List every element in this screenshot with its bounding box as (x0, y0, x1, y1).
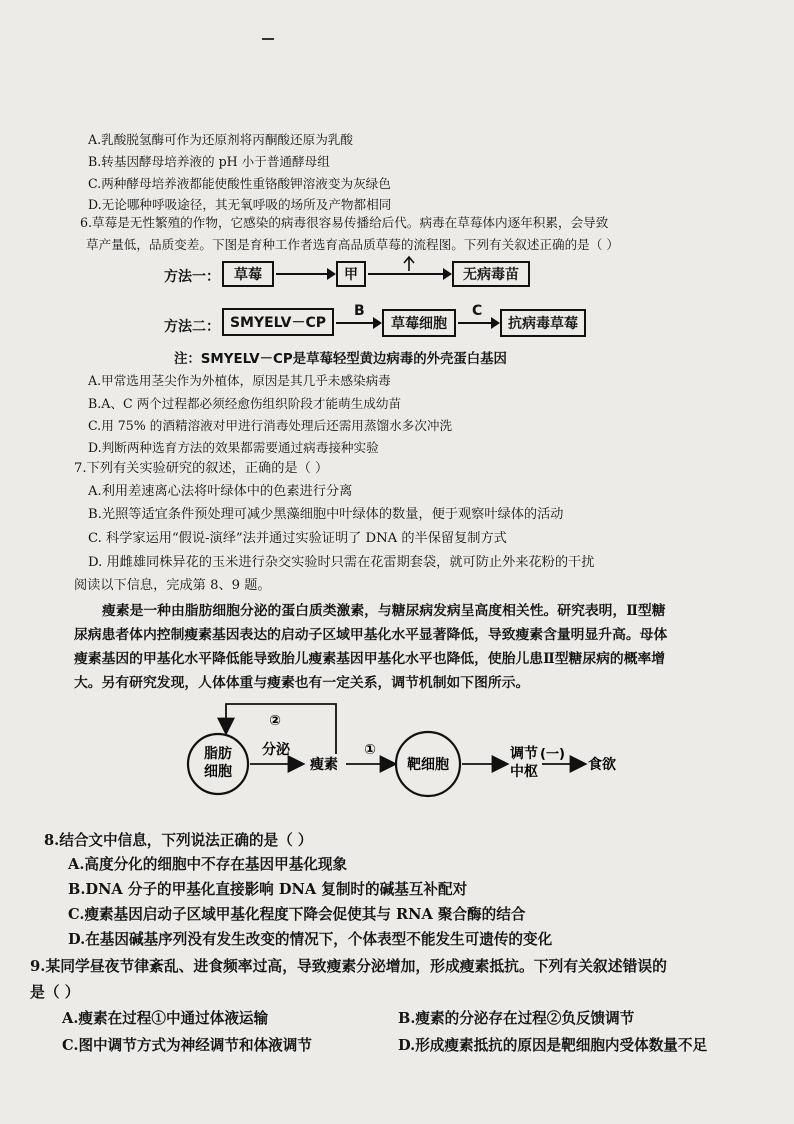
q6-option-c: C.用 75% 的酒精溶液对甲进行消毒处理后还需用蒸馏水多次冲洗 (88, 418, 453, 433)
leptin-label: 瘦素 (310, 757, 338, 773)
q6-option-d: D.判断两种选育方法的效果都需要通过病毒接种实验 (88, 440, 379, 455)
secrete-label: 分泌 (262, 742, 290, 758)
center-label-2: 中枢 (510, 764, 538, 780)
method2-box-cell: 草莓细胞 (382, 309, 456, 337)
q9-option-a: A.瘦素在过程①中通过体液运输 (62, 1010, 269, 1027)
center-paren: (一) (540, 747, 565, 762)
passage-line-1: 瘦素是一种由脂肪细胞分泌的蛋白质类激素，与糖尿病发病呈高度相关性。研究表明，Ⅱ型糖 (102, 603, 666, 619)
method2-arrow-2 (458, 322, 498, 324)
method1-box-virus-free: 无病毒苗 (452, 261, 530, 287)
q7-option-c: C. 科学家运用“假说-演绎”法并通过实验证明了 DNA 的半保留复制方式 (88, 531, 507, 546)
q9-option-c: C.图中调节方式为神经调节和体液调节 (62, 1037, 312, 1054)
flowchart-note: 注：SMYELV－CP是草莓轻型黄边病毒的外壳蛋白基因 (174, 352, 507, 367)
regulation-diagram (180, 694, 640, 824)
q6-option-a: A.甲常选用茎尖作为外植体，原因是其几乎未感染病毒 (88, 373, 391, 388)
method1-arrow-up-mark (400, 254, 418, 272)
q5-option-d: D.无论哪种呼吸途径，其无氧呼吸的场所及产物都相同 (88, 197, 392, 212)
target-cell-label: 靶细胞 (407, 757, 449, 773)
fat-cell-label-2: 细胞 (204, 764, 232, 780)
q7-option-a: A.利用差速离心法将叶绿体中的色素进行分离 (88, 484, 353, 499)
scan-mark (262, 38, 274, 40)
q5-option-b: B.转基因酵母培养液的 pH 小于普通酵母组 (88, 154, 330, 169)
passage-line-3: 瘦素基因的甲基化水平降低能导致胎儿瘦素基因甲基化水平也降低，使胎儿患Ⅱ型糖尿病的概率增 (74, 651, 666, 667)
method1-label: 方法一： (164, 269, 220, 285)
q9-stem-line2: 是（ ） (30, 984, 80, 1001)
q9-stem-line1: 9.某同学昼夜节律紊乱、进食频率过高，导致瘦素分泌增加，形成瘦素抵抗。下列有关叙述错误的 (30, 958, 667, 975)
q5-option-c: C.两种酵母培养液都能使酸性重铬酸钾溶液变为灰绿色 (88, 176, 391, 191)
q7-stem: 7.下列有关实验研究的叙述，正确的是（ ） (74, 461, 329, 476)
q5-option-a: A.乳酸脱氢酶可作为还原剂将丙酮酸还原为乳酸 (88, 132, 353, 147)
q8-option-c: C.瘦素基因启动子区域甲基化程度下降会促使其与 RNA 聚合酶的结合 (68, 906, 526, 923)
q6-option-b: B.A、C 两个过程都必须经愈伤组织阶段才能萌生成幼苗 (88, 396, 402, 411)
method1-box-strawberry: 草莓 (222, 261, 274, 287)
passage-line-4: 大。另有研究发现，人体体重与瘦素也有一定关系，调节机制如下图所示。 (74, 675, 530, 691)
q9-option-d: D.形成瘦素抵抗的原因是靶细胞内受体数量不足 (398, 1037, 708, 1054)
step-2-label: ② (269, 713, 281, 729)
passage-line-2: 尿病患者体内控制瘦素基因表达的启动子区域甲基化水平显著降低，导致瘦素含量明显升高。母体 (74, 627, 668, 643)
q7-option-d: D. 用雌雄同株异花的玉米进行杂交实验时只需在花雷期套袋，就可防止外来花粉的干扰 (88, 555, 595, 570)
q7-option-b: B.光照等适宜条件预处理可减少黑藻细胞中叶绿体的数量，便于观察叶绿体的活动 (88, 507, 564, 522)
q6-stem-line2: 草产量低，品质变差。下图是育种工作者选育高品质草莓的流程图。下列有关叙述正确的是（ ） (86, 237, 619, 252)
method2-tag-b: B (354, 303, 365, 319)
center-label-1: 调节 (510, 746, 538, 762)
method2-box-resistant: 抗病毒草莓 (500, 309, 586, 337)
method2-label: 方法二： (164, 319, 220, 335)
method1-arrow-2 (368, 273, 450, 275)
appetite-label: 食欲 (588, 757, 616, 773)
step-1-label: ① (364, 742, 376, 758)
q8-option-a: A.高度分化的细胞中不存在基因甲基化现象 (68, 856, 348, 873)
reading-intro: 阅读以下信息，完成第 8、9 题。 (74, 578, 271, 593)
q6-stem-line1: 6.草莓是无性繁殖的作物，它感染的病毒很容易传播给后代。病毒在草莓体内逐年积累，会导致 (80, 215, 609, 230)
method2-box-gene: SMYELV－CP (222, 308, 334, 336)
q9-option-b: B.瘦素的分泌存在过程②负反馈调节 (398, 1010, 635, 1027)
fat-cell-label-1: 脂肪 (204, 746, 232, 762)
method1-arrow-1 (276, 273, 334, 275)
method2-arrow-1 (336, 322, 380, 324)
q8-stem: 8.结合文中信息，下列说法正确的是（ ） (44, 832, 313, 849)
q8-option-d: D.在基因碱基序列没有发生改变的情况下，个体表型不能发生可遗传的变化 (68, 931, 553, 948)
method2-tag-c: C (472, 303, 483, 319)
method1-box-jia: 甲 (336, 261, 366, 287)
q8-option-b: B.DNA 分子的甲基化直接影响 DNA 复制时的碱基互补配对 (68, 881, 468, 898)
